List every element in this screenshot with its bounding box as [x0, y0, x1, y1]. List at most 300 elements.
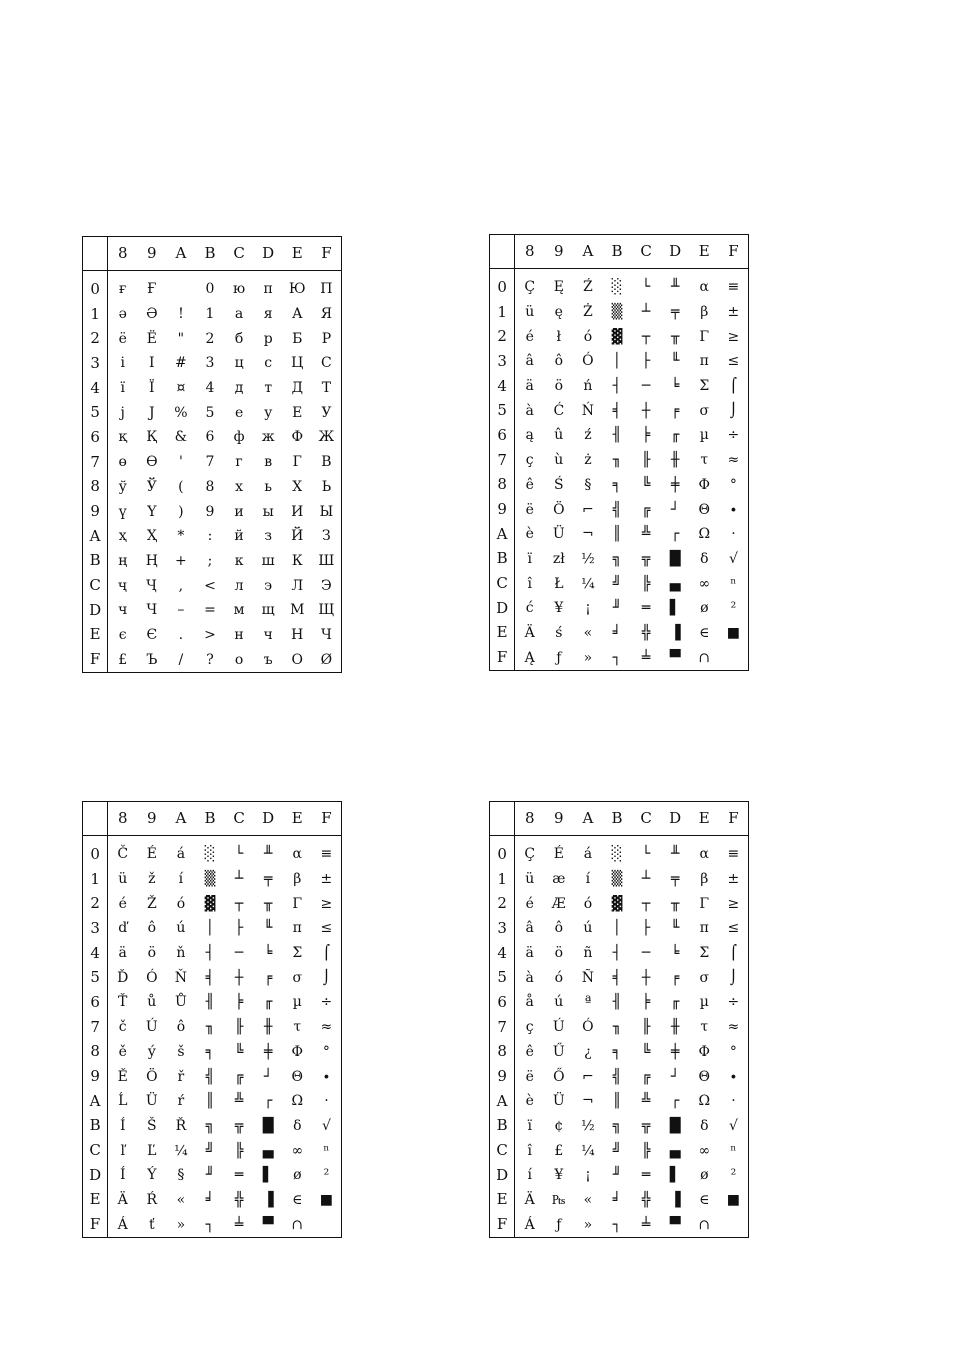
character-cell: ▀	[262, 1216, 274, 1233]
character-cell: ё	[118, 330, 127, 347]
character-cell: ә	[118, 306, 127, 323]
character-cell: ╤	[263, 871, 273, 888]
character-cell: Щ	[318, 602, 335, 619]
character-cell: ü	[525, 871, 535, 888]
character-cell: ═	[234, 1167, 244, 1184]
column-header: A	[573, 802, 602, 836]
character-cell: ╞	[641, 427, 651, 444]
character-cell: §	[584, 476, 592, 493]
table-row	[83, 326, 342, 351]
character-cell: É	[146, 846, 157, 863]
row-header: 5	[490, 965, 515, 990]
character-cell: н	[234, 626, 244, 643]
table-row	[490, 448, 749, 473]
character-cell: └	[641, 846, 651, 863]
table-row	[83, 941, 342, 966]
character-cell: ▐	[669, 624, 681, 641]
character-cell: ў	[118, 478, 127, 495]
character-cell: σ	[699, 402, 710, 419]
character-cell: ó	[583, 328, 593, 345]
character-cell: 2	[205, 330, 215, 347]
row-header: F	[490, 645, 515, 670]
character-cell: ╢	[612, 994, 622, 1011]
character-cell: Л	[291, 577, 304, 594]
character-cell: ⁿ	[730, 1142, 737, 1159]
character-cell: σ	[292, 969, 303, 986]
character-cell: µ	[699, 427, 709, 444]
character-cell: ║	[612, 526, 622, 543]
character-cell: ┼	[641, 969, 651, 986]
column-header: D	[661, 802, 690, 836]
character-cell: ź	[584, 427, 592, 444]
character-cell: і	[120, 355, 125, 372]
character-cell: Č	[117, 846, 129, 863]
character-cell: ,	[178, 577, 184, 594]
row-header: 5	[83, 400, 108, 425]
row-header: 4	[490, 374, 515, 399]
character-cell: Ё	[146, 330, 157, 347]
character-cell: П	[320, 281, 333, 298]
column-header: F	[312, 237, 342, 271]
character-cell: ¥	[554, 600, 564, 617]
character-cell: ╗	[612, 550, 622, 567]
column-header: E	[690, 802, 719, 836]
character-cell: ∙	[729, 1068, 737, 1085]
row-header: 9	[83, 1064, 108, 1089]
character-cell: Γ	[699, 895, 710, 912]
character-cell: ╚	[641, 476, 651, 493]
character-cell: З	[322, 528, 331, 545]
character-cell: š	[177, 1043, 185, 1060]
character-cell: ╦	[641, 550, 651, 567]
character-cell: ╦	[641, 1117, 651, 1134]
table-row	[490, 398, 749, 423]
character-cell: ы	[262, 503, 274, 520]
character-cell: Б	[292, 330, 303, 347]
character-cell: Ы	[319, 503, 334, 520]
character-cell: ╥	[670, 328, 680, 345]
column-header: 9	[544, 802, 573, 836]
character-cell: ╨	[670, 846, 680, 863]
character-cell: ÷	[727, 427, 740, 444]
character-cell: ±	[320, 871, 333, 888]
character-cell: Ø	[320, 651, 333, 668]
row-header: B	[490, 547, 515, 572]
character-cell: ≡	[727, 279, 740, 296]
character-cell: │	[612, 920, 622, 937]
row-header: 2	[83, 326, 108, 351]
character-cell: >	[204, 626, 216, 643]
table-row	[83, 425, 342, 450]
character-cell: ░	[611, 846, 623, 863]
character-cell: ╢	[612, 427, 622, 444]
character-cell: у	[264, 404, 273, 421]
character-cell: └	[641, 279, 651, 296]
character-cell: ⌡	[729, 969, 738, 986]
character-cell: ó	[583, 895, 593, 912]
row-header: 7	[490, 448, 515, 473]
character-cell: ≤	[727, 920, 740, 937]
table-row	[490, 645, 749, 670]
character-cell: 4	[205, 380, 215, 397]
character-cell: Ä	[117, 1191, 128, 1208]
character-cell: ½	[581, 1117, 595, 1134]
character-cell: Ľ	[147, 1142, 157, 1159]
character-cell: 9	[205, 503, 215, 520]
row-header: E	[83, 1188, 108, 1213]
table-row	[490, 473, 749, 498]
character-cell: ¡	[585, 1167, 591, 1184]
character-cell: ć	[525, 600, 534, 617]
character-cell: ┼	[234, 969, 244, 986]
row-header: F	[83, 1212, 108, 1237]
character-cell: £	[554, 1142, 564, 1159]
character-cell: б	[234, 330, 244, 347]
character-cell: ъ	[263, 651, 273, 668]
character-cell: Ó	[582, 1019, 594, 1036]
column-header: 9	[544, 235, 573, 269]
row-header: 2	[83, 891, 108, 916]
column-header: 8	[108, 802, 138, 836]
character-cell: Н	[291, 626, 304, 643]
table-row	[83, 867, 342, 892]
character-cell: Ь	[321, 478, 332, 495]
row-header: F	[490, 1212, 515, 1237]
character-cell: Á	[117, 1216, 128, 1233]
row-header: 3	[490, 349, 515, 374]
character-cell: ª	[584, 994, 592, 1011]
character-cell: ╦	[234, 1117, 244, 1134]
character-cell: √	[321, 1117, 331, 1134]
row-header: 1	[83, 302, 108, 327]
row-header: 0	[490, 269, 515, 300]
character-cell: ¿	[584, 1043, 592, 1060]
character-cell: ╟	[234, 1019, 244, 1036]
table-row	[490, 1064, 749, 1089]
character-cell: 1	[205, 306, 215, 323]
character-cell: Ĺ	[118, 1093, 128, 1110]
character-cell: ≈	[320, 1019, 333, 1036]
character-cell: æ	[552, 871, 566, 888]
row-header: 8	[490, 1040, 515, 1065]
table-row	[83, 1188, 342, 1213]
character-cell: ≡	[727, 846, 740, 863]
character-cell: ∩	[698, 649, 711, 666]
character-cell: ±	[727, 304, 740, 321]
character-cell: Ú	[145, 1019, 158, 1036]
character-cell: Θ	[698, 501, 711, 518]
character-cell: ╩	[641, 526, 651, 543]
character-cell: ж	[261, 429, 275, 446]
character-cell: Э	[321, 577, 332, 594]
character-cell: ╬	[234, 1191, 244, 1208]
character-cell: °	[729, 1043, 737, 1060]
column-header: 8	[108, 237, 138, 271]
character-cell: ô	[554, 920, 564, 937]
row-header: 1	[490, 867, 515, 892]
character-cell: <	[204, 577, 216, 594]
row-header: B	[83, 549, 108, 574]
character-cell: ¬	[582, 526, 594, 543]
character-cell: è	[525, 526, 534, 543]
character-cell: «	[176, 1191, 186, 1208]
character-cell: ┘	[670, 501, 680, 518]
character-cell: π	[292, 920, 302, 937]
character-cell: δ	[700, 1117, 709, 1134]
character-cell: σ	[699, 969, 710, 986]
table-row	[83, 1163, 342, 1188]
character-cell: Ш	[318, 552, 335, 569]
character-cell	[166, 271, 195, 302]
character-cell: δ	[293, 1117, 302, 1134]
character-cell: ╬	[641, 1191, 651, 1208]
column-header: F	[312, 802, 342, 836]
character-cell: Ř	[175, 1117, 187, 1134]
character-cell: Ü	[145, 1093, 158, 1110]
character-cell: Æ	[551, 895, 566, 912]
table-row	[490, 836, 749, 867]
row-header: 3	[83, 916, 108, 941]
table-row	[490, 891, 749, 916]
character-cell: ╪	[670, 1043, 680, 1060]
character-cell: ś	[555, 624, 563, 641]
row-header: 1	[83, 867, 108, 892]
character-cell: Θ	[698, 1068, 711, 1085]
character-cell: Ј	[149, 404, 155, 421]
column-header: C	[225, 802, 254, 836]
character-cell: ү	[118, 503, 127, 520]
character-cell: Ҳ	[146, 528, 157, 545]
character-cell: ╥	[670, 895, 680, 912]
character-cell: ▓	[611, 895, 623, 912]
character-cell: å	[525, 994, 534, 1011]
character-cell: ╒	[670, 969, 680, 986]
row-header: 8	[83, 475, 108, 500]
row-header: 6	[490, 423, 515, 448]
character-cell: ю	[232, 281, 246, 298]
character-cell: β	[700, 871, 709, 888]
character-cell: ┤	[612, 378, 622, 395]
character-cell: Ң	[145, 552, 158, 569]
row-header: 6	[490, 990, 515, 1015]
character-cell: ╘	[670, 945, 680, 962]
character-cell: î	[527, 575, 532, 592]
character-cell: Қ	[146, 429, 158, 446]
column-header: B	[602, 802, 631, 836]
character-cell: ┌	[670, 526, 680, 543]
table-row	[83, 647, 342, 672]
character-cell: ╘	[670, 378, 680, 395]
table-row	[490, 1188, 749, 1213]
character-cell: Ч	[321, 626, 332, 643]
character-cell: ƒ	[556, 1216, 562, 1233]
character-cell: ä	[525, 378, 534, 395]
character-cell: Θ	[291, 1068, 304, 1085]
character-cell: ╨	[263, 846, 273, 863]
character-cell: ²	[730, 600, 737, 617]
character-cell: э	[264, 577, 273, 594]
character-cell: ∙	[729, 501, 737, 518]
character-cell: Í	[119, 1167, 126, 1184]
character-cell: Ω	[698, 526, 711, 543]
character-cell: í	[585, 871, 591, 888]
character-cell: Ý	[147, 1167, 157, 1184]
character-cell: í	[178, 871, 184, 888]
character-cell: ╬	[641, 624, 651, 641]
table-row	[83, 524, 342, 549]
character-cell: Ә	[146, 306, 158, 323]
character-cell: ┘	[263, 1068, 273, 1085]
character-cell: ¼	[174, 1142, 188, 1159]
table-row	[490, 324, 749, 349]
table-row	[490, 1138, 749, 1163]
character-cell: ╨	[670, 279, 680, 296]
character-cell: ·	[324, 1093, 329, 1110]
character-cell: ■	[319, 1191, 334, 1208]
character-cell: ╛	[612, 1191, 622, 1208]
character-cell: ╛	[205, 1191, 215, 1208]
character-cell: ─	[641, 945, 651, 962]
character-cell: ý	[147, 1043, 156, 1060]
table-row	[490, 522, 749, 547]
character-cell: ч	[118, 602, 128, 619]
character-cell: π	[699, 920, 709, 937]
character-cell: ╝	[205, 1142, 215, 1159]
character-cell: ¼	[581, 575, 595, 592]
character-cell: Р	[321, 330, 332, 347]
row-header: 3	[83, 351, 108, 376]
character-cell: Γ	[292, 895, 303, 912]
character-cell: £	[118, 651, 128, 668]
character-cell: ╫	[263, 1019, 273, 1036]
character-cell: Φ	[291, 1043, 304, 1060]
character-cell: ╣	[612, 1068, 622, 1085]
character-cell: Γ	[699, 328, 710, 345]
character-cell: Ғ	[147, 281, 157, 298]
row-header: 0	[490, 836, 515, 867]
character-cell: ≥	[727, 895, 740, 912]
character-cell: ⌐	[582, 1068, 594, 1085]
character-cell: č	[118, 1019, 127, 1036]
character-cell: ╜	[612, 600, 622, 617]
character-cell: Ç	[524, 846, 536, 863]
row-header: B	[490, 1114, 515, 1139]
character-cell: Ъ	[146, 651, 158, 668]
character-cell: ê	[525, 1043, 534, 1060]
character-cell: ╩	[234, 1093, 244, 1110]
character-cell: !	[178, 306, 184, 323]
column-header: A	[166, 237, 195, 271]
character-cell: ╤	[670, 871, 680, 888]
character-cell: ░	[611, 279, 623, 296]
table-row	[83, 1064, 342, 1089]
character-cell: ∩	[291, 1216, 304, 1233]
character-cell: Ж	[318, 429, 335, 446]
character-cell: қ	[118, 429, 127, 446]
character-cell: ╚	[641, 1043, 651, 1060]
character-cell: ≤	[320, 920, 333, 937]
row-header: 8	[490, 473, 515, 498]
character-cell: é	[118, 895, 127, 912]
character-cell: ╙	[263, 920, 273, 937]
character-cell: ŕ	[177, 1093, 185, 1110]
character-cell: ę	[554, 304, 563, 321]
character-cell: «	[583, 624, 593, 641]
character-cell: ⌠	[729, 945, 738, 962]
character-cell: »	[583, 649, 593, 666]
character-cell: Ě	[117, 1068, 128, 1085]
character-cell: ╓	[670, 994, 680, 1011]
character-cell: µ	[292, 994, 302, 1011]
character-cell: Ç	[524, 279, 536, 296]
character-cell: ▓	[611, 328, 623, 345]
character-cell: ╖	[612, 1019, 622, 1036]
character-cell: Ń	[581, 402, 595, 419]
character-cell: Ö	[553, 501, 565, 518]
character-cell: ±	[727, 871, 740, 888]
character-cell: :	[207, 528, 213, 545]
character-cell: Ñ	[581, 969, 595, 986]
table-row	[83, 351, 342, 376]
character-cell: Ę	[553, 279, 564, 296]
character-cell: ½	[581, 550, 595, 567]
character-cell: ч	[263, 626, 273, 643]
character-cell: г	[235, 454, 243, 471]
character-cell: ╪	[670, 476, 680, 493]
table-row	[490, 1015, 749, 1040]
character-cell: à	[525, 969, 534, 986]
character-cell: ñ	[583, 945, 593, 962]
character-cell: ▄	[262, 1142, 274, 1159]
character-cell: х	[235, 478, 244, 495]
character-cell: Ž	[146, 895, 157, 912]
character-cell: к	[234, 552, 244, 569]
character-cell: ⌐	[582, 501, 594, 518]
character-cell: ҳ	[118, 528, 127, 545]
character-cell: ■	[726, 1191, 741, 1208]
character-cell: ь	[264, 478, 272, 495]
character-cell: Ś	[554, 476, 564, 493]
character-cell: ▒	[611, 304, 623, 321]
character-cell: Ө	[146, 454, 158, 471]
column-header: 9	[137, 802, 166, 836]
character-cell: ▌	[262, 1167, 274, 1184]
character-cell: Š	[147, 1117, 157, 1134]
character-cell: т	[264, 380, 273, 397]
row-header: A	[83, 1089, 108, 1114]
character-cell: ң	[118, 552, 128, 569]
table-corner-cell	[490, 235, 515, 269]
character-cell: ├	[234, 920, 244, 937]
character-cell: ≈	[727, 1019, 740, 1036]
character-cell: Ї	[149, 380, 155, 397]
character-cell: Ő	[553, 1068, 565, 1085]
character-cell: É	[553, 846, 564, 863]
character-cell: ╥	[263, 895, 273, 912]
code-page-table-top-left	[82, 236, 342, 673]
character-cell: τ	[293, 1019, 302, 1036]
character-cell: ∈	[699, 624, 710, 641]
character-cell: ů	[147, 994, 157, 1011]
character-cell: Ҷ	[146, 577, 158, 594]
character-cell: ≈	[727, 452, 740, 469]
row-header: C	[490, 571, 515, 596]
character-cell: ł	[556, 328, 562, 345]
character-cell: α	[699, 279, 710, 296]
table-row	[83, 891, 342, 916]
table-row	[83, 598, 342, 623]
row-header: C	[83, 1138, 108, 1163]
